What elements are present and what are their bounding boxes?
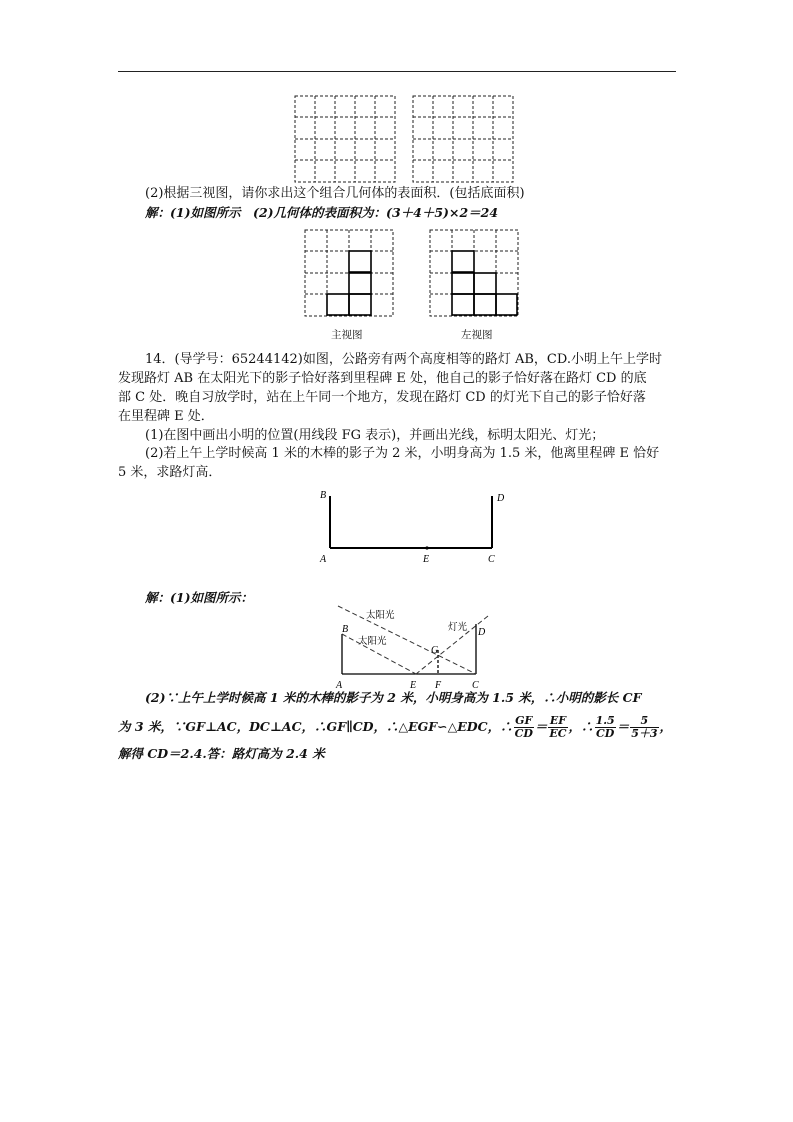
label-g: G	[431, 645, 439, 656]
label-d: D	[478, 627, 486, 638]
sol14-figure	[330, 604, 500, 692]
sol14-line2-text: 为 3 米，∵GF⊥AC，DC⊥AC，∴GF∥CD，∴△EGF∽△EDC，∴	[118, 719, 513, 734]
label-a: A	[336, 680, 343, 691]
label-b: B	[320, 490, 327, 501]
label-lamp: 灯光	[448, 623, 468, 633]
frac-15-cd: $\frac{1.5}{CD}$	[595, 714, 615, 740]
frac-ef-ec: $\frac{EF}{EC}$	[549, 714, 567, 740]
frac-5-8: $\frac{5}{5+3}$	[631, 714, 658, 740]
blank-grid-right	[412, 95, 514, 183]
milestone-e	[425, 546, 428, 549]
label-sun2: 太阳光	[358, 637, 387, 647]
sol14-intro: 解：(1)如图所示：	[145, 590, 254, 605]
q14-sub2a: (2)若上午上学时候高 1 米的木棒的影子为 2 米，小明身高为 1.5 米，他离里程碑 E 恰好	[145, 446, 660, 461]
left-view-grid	[429, 229, 519, 317]
label-f: F	[435, 680, 442, 691]
q14-line2: 发现路灯 AB 在太阳光下的影子恰好落到里程碑 E 处，他自己的影子恰好落在路灯 CD 的底	[118, 371, 647, 386]
sol14-line1: (2)∵上午上学时候高 1 米的木棒的影子为 2 米，小明身高为 1.5 米，∴小明的影长 CF	[145, 690, 642, 705]
label-c: C	[488, 554, 495, 565]
sol14-line3: 解得 CD＝2.4.答：路灯高为 2.4 米	[118, 746, 325, 761]
label-c: C	[472, 680, 479, 691]
label-e: E	[423, 554, 430, 565]
front-view-caption: 主视图	[331, 329, 363, 341]
q14-figure	[310, 486, 520, 568]
label-sun1: 太阳光	[366, 611, 395, 621]
q14-line4: 在里程碑 E 处．	[118, 409, 214, 424]
q14-sub1: (1)在图中画出小明的位置(用线段 FG 表示)，并画出光线，标明太阳光、灯光；	[145, 428, 605, 443]
front-view-grid	[304, 229, 394, 317]
label-b: B	[342, 624, 349, 635]
label-a: A	[320, 554, 327, 565]
sol14-line2: 为 3 米，∵GF⊥AC，DC⊥AC，∴GF∥CD，∴△EGF∽△EDC，∴ $\frac{GF}{CD}$ ＝ $\frac{EF}{EC}$ ，∴ $\frac{1.5}{CD}$ ＝ $\frac{5}{5+3}$ ，	[118, 714, 673, 740]
front-view-shape	[327, 251, 371, 315]
header-rule	[118, 71, 676, 72]
q14-line1: 14．(导学号：65244142)如图，公路旁有两个高度相等的路灯 AB，CD.小明上午上学时	[145, 352, 662, 367]
q14-line3: 部 C 处．晚自习放学时，站在上午同一个地方，发现在路灯 CD 的灯光下自己的影子恰好落	[118, 390, 646, 405]
label-d: D	[497, 493, 505, 504]
left-view-caption: 左视图	[461, 329, 493, 341]
part2-solution: 解：(1)如图所示 (2)几何体的表面积为：(3＋4＋5)×2＝24	[145, 205, 499, 220]
left-view-shape	[452, 251, 517, 315]
blank-grid-left	[294, 95, 396, 183]
frac-gf-cd: $\frac{GF}{CD}$	[514, 714, 533, 740]
q14-sub2b: 5 米，求路灯高．	[118, 465, 222, 480]
part2-question: (2)根据三视图，请你求出这个组合几何体的表面积．(包括底面积)	[145, 186, 525, 201]
label-e: E	[410, 680, 417, 691]
